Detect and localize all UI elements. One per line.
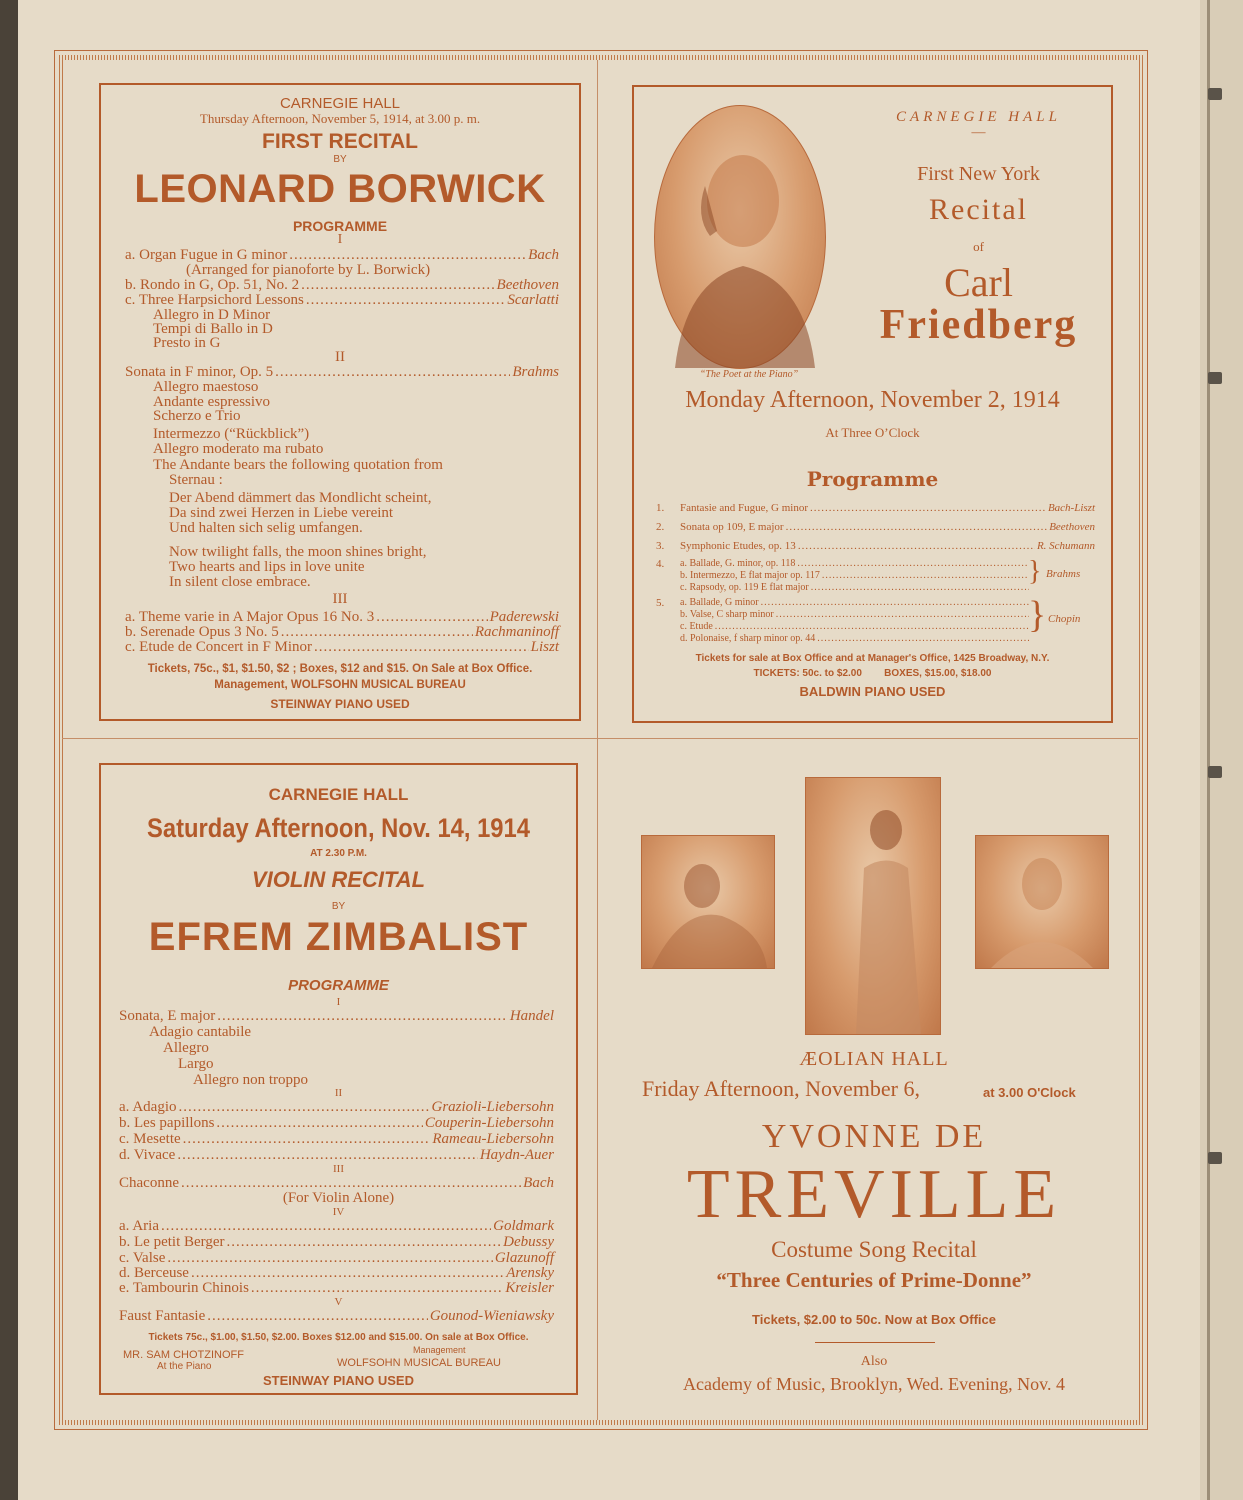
photo-portrait bbox=[975, 835, 1109, 969]
movement: Andante espressivo bbox=[153, 394, 271, 410]
composer: Brahms bbox=[512, 364, 559, 380]
borwick-programme-label: PROGRAMME bbox=[292, 218, 388, 234]
composer: Liszt bbox=[530, 639, 559, 655]
staple bbox=[1208, 88, 1222, 100]
zimbalist-programme-label: PROGRAMME bbox=[288, 977, 389, 994]
piece: Faust Fantasie bbox=[119, 1308, 206, 1324]
brace-icon: } bbox=[1028, 594, 1047, 636]
friedberg-recital: Recital bbox=[929, 193, 1028, 226]
composer: Kreisler bbox=[505, 1280, 554, 1296]
piece: b. Les papillons bbox=[119, 1115, 215, 1131]
zimbalist-date: Saturday Afternoon, Nov. 14, 1914 bbox=[147, 813, 530, 843]
friedberg-of: of bbox=[973, 239, 984, 254]
composer: Bach bbox=[528, 247, 559, 263]
sub-item: Presto in G bbox=[153, 335, 221, 351]
composer: Grazioli-Liebersohn bbox=[431, 1099, 554, 1115]
programme-item bbox=[119, 1008, 554, 1025]
piece: e. Tambourin Chinois bbox=[119, 1280, 249, 1296]
piece: d. Vivace bbox=[119, 1147, 176, 1163]
treville-name-1: YVONNE DE bbox=[761, 1118, 987, 1155]
part-numeral: III bbox=[333, 1163, 344, 1175]
brace-icon: } bbox=[1028, 556, 1042, 587]
programme-item bbox=[119, 1099, 554, 1116]
piece: b. Rondo in G, Op. 51, No. 2 bbox=[125, 277, 300, 293]
composer: Scarlatti bbox=[507, 292, 559, 308]
item-number: 5. bbox=[656, 597, 665, 609]
programme-item bbox=[656, 502, 1095, 514]
zimbalist-artist: EFREM ZIMBALIST bbox=[148, 915, 529, 959]
treville-date: Friday Afternoon, November 6, bbox=[642, 1076, 920, 1101]
friedberg-piano: BALDWIN PIANO USED bbox=[799, 684, 946, 699]
piece: a. Ballade, G. minor, op. 118 bbox=[680, 558, 796, 569]
group-item bbox=[680, 597, 1031, 608]
programme-item bbox=[656, 540, 1095, 552]
composer: Bach bbox=[523, 1175, 554, 1191]
group-item bbox=[680, 570, 1031, 581]
english-verse: In silent close embrace. bbox=[169, 574, 311, 590]
zimbalist-time: AT 2.30 P.M. bbox=[310, 848, 367, 859]
borwick-date: Thursday Afternoon, November 5, 1914, at 3.00 p. m. bbox=[199, 111, 481, 126]
borwick-venue: CARNEGIE HALL bbox=[279, 95, 401, 112]
treville-name-2: TREVILLE bbox=[686, 1156, 1062, 1233]
piece: c. Three Harpsichord Lessons bbox=[125, 292, 304, 308]
treville-title: Costume Song Recital bbox=[771, 1237, 977, 1262]
part-numeral: I bbox=[336, 996, 341, 1008]
portrait-photo bbox=[654, 105, 826, 369]
staple bbox=[1208, 1152, 1222, 1164]
portrait-silhouette bbox=[976, 836, 1108, 968]
item-number: 2. bbox=[656, 521, 665, 533]
zimbalist-heading: VIOLIN RECITAL bbox=[251, 867, 426, 892]
piece: Sonata op 109, E major bbox=[680, 521, 784, 533]
composer: Gounod-Wieniawsky bbox=[429, 1308, 554, 1324]
piece: c. Etude bbox=[680, 621, 713, 632]
treville-academy: Academy of Music, Brooklyn, Wed. Evening, Nov. 4 bbox=[683, 1374, 1065, 1394]
composer: Glazunoff bbox=[494, 1250, 554, 1266]
piece: d. Polonaise, f sharp minor op. 44 bbox=[680, 633, 816, 644]
movement: Scherzo e Trio bbox=[153, 408, 241, 424]
movement: Allegro bbox=[163, 1040, 209, 1056]
piece: c. Rapsody, op. 119 E flat major bbox=[680, 582, 809, 593]
quote-intro: Sternau : bbox=[169, 472, 223, 488]
standing-silhouette bbox=[806, 778, 940, 1034]
piece: Sonata in F minor, Op. 5 bbox=[125, 364, 274, 380]
programme-item bbox=[119, 1115, 554, 1132]
movement: Allegro maestoso bbox=[153, 379, 259, 395]
piece: b. Serenade Opus 3 No. 5 bbox=[125, 624, 279, 640]
piece: b. Le petit Berger bbox=[119, 1234, 225, 1250]
zimbalist-accompanist: MR. SAM CHOTZINOFF bbox=[123, 1349, 244, 1361]
zimbalist-management-label: Management bbox=[413, 1345, 466, 1355]
staple bbox=[1208, 372, 1222, 384]
friedberg-time: At Three O’Clock bbox=[825, 425, 920, 440]
composer: Bach-Liszt bbox=[1047, 502, 1095, 514]
composer: Chopin bbox=[1048, 613, 1081, 625]
german-verse: Der Abend dämmert das Mondlicht scheint, bbox=[169, 490, 432, 506]
movement: Intermezzo (“Rückblick”) bbox=[153, 426, 310, 442]
composer: Beethoven bbox=[1049, 521, 1095, 533]
programme-item bbox=[119, 1218, 554, 1235]
piece: a. Adagio bbox=[119, 1099, 177, 1115]
seated-silhouette bbox=[642, 836, 774, 968]
friedberg-venue: CARNEGIE HALL bbox=[896, 109, 1061, 125]
divider-vertical bbox=[597, 60, 598, 1420]
part-numeral: V bbox=[334, 1296, 343, 1308]
programme-note: (Arranged for pianoforte by L. Borwick) bbox=[186, 262, 431, 278]
divider-horizontal bbox=[62, 738, 1138, 739]
friedberg-date: Monday Afternoon, November 2, 1914 bbox=[685, 387, 1060, 413]
piece: b. Intermezzo, E flat major op. 117 bbox=[680, 570, 820, 581]
rule bbox=[815, 1342, 935, 1343]
staple bbox=[1208, 766, 1222, 778]
zimbalist-piano: STEINWAY PIANO USED bbox=[263, 1373, 414, 1388]
treville-tickets: Tickets, $2.00 to 50c. Now at Box Office bbox=[752, 1312, 996, 1327]
piece: a. Organ Fugue in G minor bbox=[125, 247, 288, 263]
portrait-silhouette bbox=[655, 106, 825, 368]
treville-time: at 3.00 O'Clock bbox=[983, 1085, 1076, 1100]
group-item bbox=[680, 582, 1031, 593]
zimbalist-by: BY bbox=[331, 901, 346, 912]
part-numeral: IV bbox=[332, 1206, 345, 1218]
friedberg-ad bbox=[632, 85, 1113, 723]
english-verse: Now twilight falls, the moon shines bright, bbox=[169, 544, 427, 560]
piece: c. Mesette bbox=[119, 1131, 181, 1147]
english-verse: Two hearts and lips in love unite bbox=[169, 559, 365, 575]
composer: Beethoven bbox=[496, 277, 559, 293]
treville-venue: ÆOLIAN HALL bbox=[799, 1048, 949, 1070]
borwick-tickets: Tickets, 75c., $1, $1.50, $2 ; Boxes, $12 and $15. On Sale at Box Office. bbox=[147, 663, 533, 675]
composer: Arensky bbox=[506, 1265, 554, 1281]
piece: b. Valse, C sharp minor bbox=[680, 609, 774, 620]
zimbalist-management: WOLFSOHN MUSICAL BUREAU bbox=[337, 1357, 502, 1369]
dash: — bbox=[971, 125, 986, 140]
group-item bbox=[680, 558, 1031, 569]
programme-item bbox=[119, 1308, 554, 1325]
composer: Haydn-Auer bbox=[479, 1147, 554, 1163]
movement: Allegro non troppo bbox=[193, 1072, 308, 1088]
part-numeral: III bbox=[332, 591, 348, 607]
borwick-heading: FIRST RECITAL bbox=[262, 130, 418, 153]
composer: Paderewski bbox=[489, 609, 559, 625]
friedberg-programme-label: Programme bbox=[806, 467, 939, 491]
piece: d. Berceuse bbox=[119, 1265, 189, 1281]
friedberg-tickets-1: Tickets for sale at Box Office and at Manager's Office, 1425 Broadway, N.Y. bbox=[695, 653, 1050, 664]
borwick-by: BY bbox=[333, 154, 347, 165]
piece: Chaconne bbox=[119, 1175, 179, 1191]
friedberg-tickets-2: TICKETS: 50c. to $2.00 BOXES, $15.00, $18.00 bbox=[753, 668, 992, 679]
programme-item bbox=[119, 1147, 554, 1164]
programme-note: (For Violin Alone) bbox=[282, 1190, 395, 1206]
piece: Sonata, E major bbox=[119, 1008, 216, 1024]
group-item bbox=[680, 633, 1031, 644]
piece: a. Ballade, G minor bbox=[680, 597, 759, 608]
treville-also: Also bbox=[860, 1354, 888, 1369]
treville-subtitle: “Three Centuries of Prime-Donne” bbox=[716, 1268, 1032, 1292]
zimbalist-venue: CARNEGIE HALL bbox=[268, 785, 409, 804]
portrait-caption: “The Poet at the Piano” bbox=[699, 369, 799, 380]
part-numeral: II bbox=[335, 349, 345, 365]
zimbalist-tickets: Tickets 75c., $1.00, $1.50, $2.00. Boxes $12.00 and $15.00. On sale at Box Office. bbox=[148, 1332, 529, 1343]
group-item bbox=[680, 609, 1031, 620]
composer: Rameau-Liebersohn bbox=[432, 1131, 554, 1147]
photo-seated bbox=[641, 835, 775, 969]
programme-item bbox=[119, 1280, 554, 1297]
composer: Couperin-Liebersohn bbox=[424, 1115, 554, 1131]
zimbalist-ad bbox=[99, 763, 578, 1395]
borwick-piano: STEINWAY PIANO USED bbox=[270, 697, 410, 711]
german-verse: Da sind zwei Herzen in Liebe vereint bbox=[169, 505, 394, 521]
composer: R. Schumann bbox=[1036, 540, 1095, 552]
page-fold bbox=[1207, 0, 1210, 1500]
photo-standing bbox=[805, 777, 941, 1035]
movement: Adagio cantabile bbox=[149, 1024, 252, 1040]
part-numeral: II bbox=[334, 1087, 343, 1099]
programme-item bbox=[125, 639, 559, 656]
borwick-artist: LEONARD BORWICK bbox=[134, 167, 546, 211]
movement: Allegro moderato ma rubato bbox=[153, 441, 324, 457]
borwick-ad bbox=[99, 83, 581, 721]
group-item bbox=[680, 621, 1031, 632]
item-number: 3. bbox=[656, 540, 665, 552]
friedberg-first-name: Carl bbox=[944, 260, 1013, 305]
piece: c. Etude de Concert in F Minor bbox=[125, 639, 313, 655]
item-number: 1. bbox=[656, 502, 665, 514]
friedberg-line1: First New York bbox=[917, 163, 1040, 185]
composer: Handel bbox=[509, 1008, 554, 1024]
borwick-management: Management, WOLFSOHN MUSICAL BUREAU bbox=[214, 679, 466, 691]
sub-item: Allegro in D Minor bbox=[153, 307, 271, 323]
programme-item bbox=[119, 1234, 554, 1251]
composer: Debussy bbox=[503, 1234, 554, 1250]
piece: Symphonic Etudes, op. 13 bbox=[680, 540, 796, 552]
piece: c. Valse bbox=[119, 1250, 166, 1266]
zimbalist-at-piano: At the Piano bbox=[157, 1361, 212, 1372]
item-number: 4. bbox=[656, 558, 665, 570]
friedberg-last-name: Friedberg bbox=[879, 302, 1078, 348]
composer: Rachmaninoff bbox=[474, 624, 559, 640]
movement: Largo bbox=[178, 1056, 214, 1072]
piece: a. Aria bbox=[119, 1218, 159, 1234]
programme-item bbox=[656, 521, 1095, 533]
sub-item: Tempi di Ballo in D bbox=[153, 321, 273, 337]
german-verse: Und halten sich selig umfangen. bbox=[169, 520, 363, 536]
programme-item bbox=[119, 1131, 554, 1148]
part-numeral: I bbox=[337, 232, 343, 247]
piece: Fantasie and Fugue, G minor bbox=[680, 502, 809, 514]
piece: a. Theme varie in A Major Opus 16 No. 3 bbox=[125, 609, 375, 625]
composer: Goldmark bbox=[493, 1218, 554, 1234]
composer: Brahms bbox=[1046, 568, 1081, 580]
quote-intro: The Andante bears the following quotation from bbox=[153, 457, 443, 473]
